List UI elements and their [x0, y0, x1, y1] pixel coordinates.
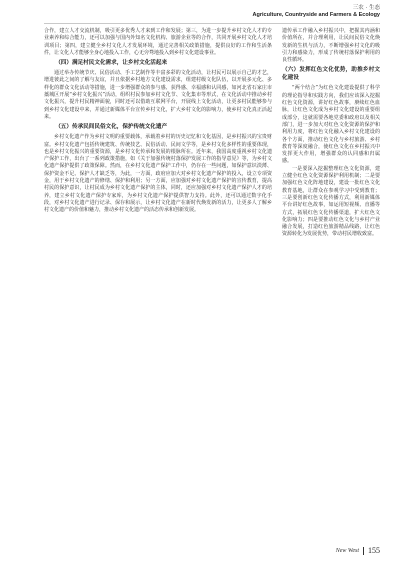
paragraph-section-6a: “两个结合”为红色文化建设提供了科学的理论指导和实践方向，我们应该深入挖掘红色文化资源，讲好红色故事，赓续红色血脉，让红色文化成为乡村文化建设的重要组成部分，这就需要各地党委和政府以及相关部门，进一步加大对红色文化资源的保护和利用力度，将红色文化融入乡村文化建设的各个方面，推动红色文化与乡村旅游、乡村教育等深度融合，使红色文化在乡村振兴中发挥更大作用，增强群众的认同感和归属感。	[282, 85, 380, 165]
paragraph-section-5: 乡村文化遗产作为乡村文明的重要载体，承载着乡村的历史记忆和文化基因，是乡村振兴的宝贵财富。乡村文化遗产包括传统建筑、传统技艺、民俗活动、民间文学等，是乡村文化多样性的重要体现，也是乡村文化振兴的重要资源，是乡村文化传承和发展的根脉所在。近年来，我国高度重视乡村文化遗产保护工作，出台了一系列政策措施，如《关于加强传统村落保护发展工作的指导意见》等，为乡村文化遗产保护提供了政策保障。然而，在乡村文化遗产保护工作中，仍存在一些问题，如保护意识淡薄、保护资金不足、保护人才缺乏等，为此，一方面，政府应加大对乡村文化遗产保护的投入，设立专项资金，用于乡村文化遗产的修缮、保护和利用；另一方面，应加强对乡村文化遗产保护的宣传教育，提高村民的保护意识，让村民成为乡村文化遗产保护的主体，同时，还应加强对乡村文化遗产保护人才的培养，建立乡村文化遗产保护专家库，为乡村文化遗产保护提供智力支持。此外，还可以通过数字化手段，对乡村文化遗产进行记录、保存和展示，让乡村文化遗产在新时代焕发新的活力，让更多人了解乡村文化遗产的价值和魅力，推动乡村文化遗产的活态传承和创新发展。	[44, 134, 272, 214]
header-section-cn: 三农 · 生态	[352, 5, 380, 11]
paragraph-continued: 遗传承工作融入乡村振兴中，把握其内涵和价值所在，并合理利用，让民间民俗文化焕发新的生机与活力，不断增强乡村文化的吸引力和感染力，形成了传统村落保护利用的良性循环。	[282, 28, 380, 64]
journal-name: New West	[335, 547, 359, 554]
page-number: 155	[368, 546, 380, 555]
header-section-en: Agriculture, Countryside and Farmers & Ecology	[252, 12, 380, 18]
paragraph-section-6b: 一是要深入挖掘整理红色文化资源，建立健全红色文化资源保护利用机制；二是要加强红色文化阵地建设，建设一批红色文化教育基地，让群众在参观学习中受到教育；三是要创新红色文化传播方式，利用新媒体平台讲好红色故事，如运用短视频、直播等方式，拓展红色文化传播渠道，扩大红色文化影响力；四是要推动红色文化与乡村产业融合发展，打造红色旅游精品线路，让红色资源转化为发展优势，带动村民增收致富。	[282, 165, 380, 238]
right-column	[282, 28, 380, 239]
running-header	[253, 5, 380, 19]
section-heading-6: （六）发挥红色文化优势，助推乡村文化建设	[282, 67, 380, 82]
paragraph-intro: 合作，建立人才交流机制，吸引更多优秀人才来到工作和发展；第三，为进一步提升乡村文化人才的专业素养和综合能力，还可以加强与国内外知名文化机构、旅游企业等的合作，共同开展乡村文化人才培训项目；第四，建立健全乡村文化人才发展环境，通过完善相关政策措施，提供良好的工作和生活条件，让文化人才能够全身心地投入工作，心无旁骛地投入到乡村文化建设事业。	[44, 28, 272, 56]
footer-divider	[363, 547, 364, 555]
left-column	[44, 28, 272, 215]
section-heading-5: （五）传承民间民俗文化，保护传统文化遗产	[55, 124, 168, 131]
header-rule	[44, 23, 380, 24]
page-footer	[336, 546, 380, 555]
paragraph-section-4: 通过举办传统节庆、民俗活动、手工艺制作等丰富多彩的文化活动，让村民可以展示自己的才艺，增进彼此之间的了解与友谊，并且依据乡村地方文化建设需求，组建村级文化队伍，以开展多元化、多样化的群众文化活动等措施，进一步增强群众的参与感、获得感、幸福感和认同感，如河北省石家庄市藁城区开展“乡村文化振兴”活动，组织村民参加乡村文化节、文化集市等形式，在文化活动中推动乡村文化振兴，提升村民精神面貌，同时还可以借助互联网平台，开展线上文化活动，让更多村民能够参与到乡村文化建设中来，并通过新媒体平台宣传乡村文化，扩大乡村文化的影响力，使乡村文化真正活起来。	[44, 70, 272, 120]
section-heading-4: （四）满足村民文化需求，让乡村文化活起来	[55, 60, 168, 67]
